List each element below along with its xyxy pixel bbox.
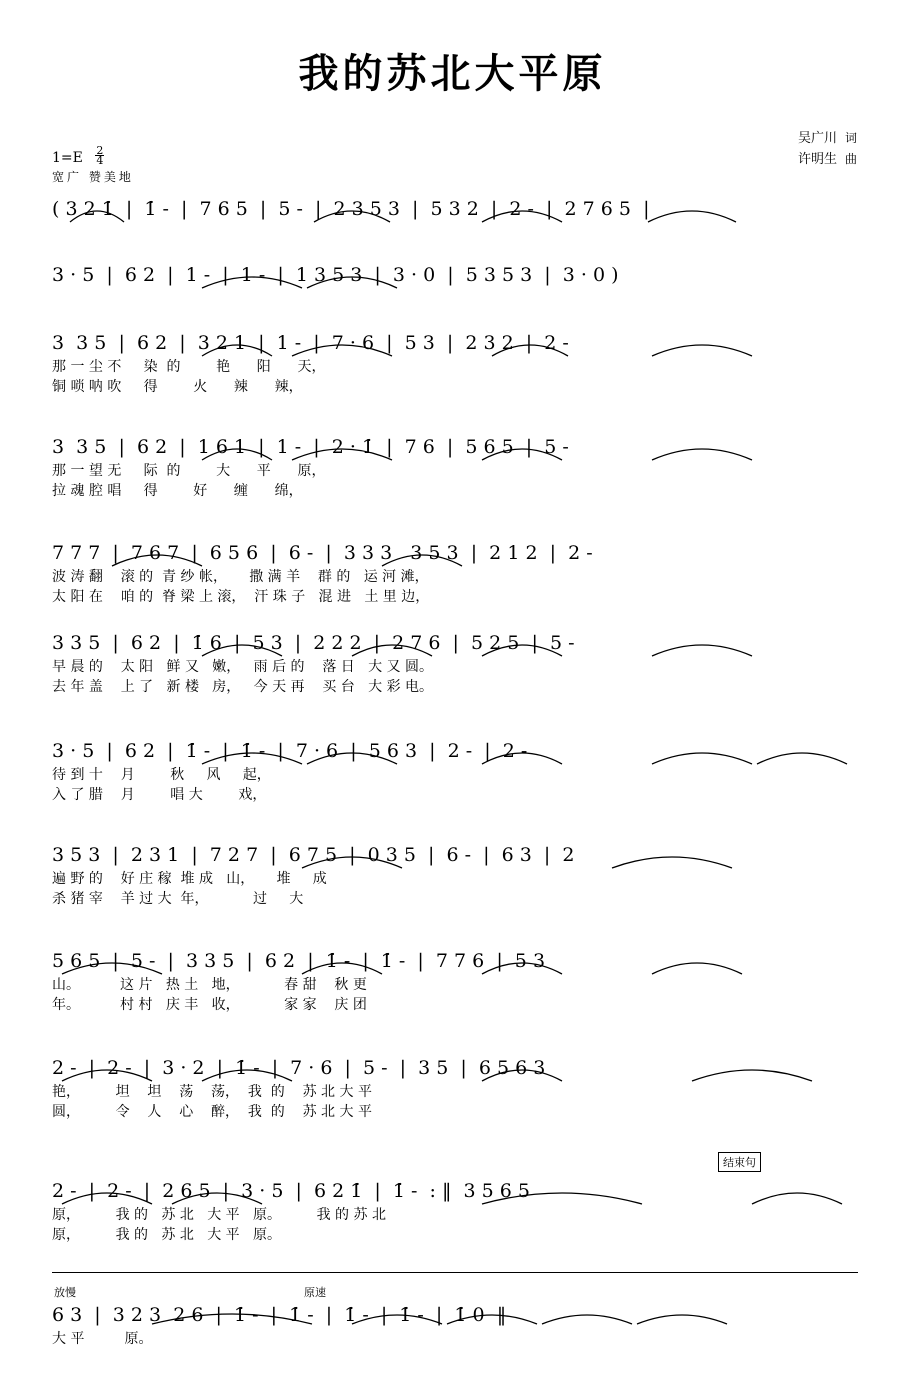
lyricist-name: 吴广川 <box>797 131 837 146</box>
music-system-7 <box>52 738 858 806</box>
lyric-row-verse1: 山。 这 片 热 土 地， 春 甜 秋 更 <box>52 977 367 993</box>
lyric-row-verse2: 杀 猪 宰 羊 过 大 年， 过 大 <box>52 891 304 907</box>
composer-role: 曲 <box>844 152 857 166</box>
key-signature <box>52 146 104 166</box>
note-row: 5 6 5 | 5 - | 3 3 5 | 6 2 | 1̇ - | 1̇ - | 7 7 6 | 5 3 <box>52 950 546 972</box>
music-system-3 <box>52 330 858 398</box>
music-system-4 <box>52 434 858 502</box>
note-row: 3 3 5 | 6 2 | 3 2 1 | 1 - | 7 · 6 | 5 3 | 2 3 2 | 2 - <box>52 332 569 354</box>
music-system-10 <box>52 1055 858 1123</box>
time-signature-numerator: 2 <box>96 144 104 157</box>
slow-down-label: 放慢 <box>54 1286 76 1299</box>
note-row: 3 5 3 | 2 3 1 | 7 2 7 | 6 7 5 | 0 3 5 | 6 - | 6 3 | 2 <box>52 844 575 866</box>
music-system-1 <box>52 196 858 222</box>
key-signature-text: 1=E <box>52 150 83 166</box>
note-row: 3 3 5 | 6 2 | 1̇ 6 | 5 3 | 2 2 2 | 2 7 6 | 5 2 5 | 5 - <box>52 632 575 654</box>
lyric-row-verse1: 早 晨 的 太 阳 鲜 又 嫩， 雨 后 的 落 日 大 又 圆。 <box>52 659 434 675</box>
note-row: 6 3 | 3 2 3 2 6 | 1̇ - | 1̇ - | 1̇ - | 1̇ - | 1̇ 0 ‖ <box>52 1304 507 1326</box>
ending-phrase-label: 结束句 <box>718 1152 761 1172</box>
note-row: 3 · 5 | 6 2 | 1̇ - | 1̇ - | 7 · 6 | 5 6 3 | 2 - | 2 - <box>52 740 528 762</box>
page-title: 我的苏北大平原 <box>298 50 607 97</box>
lyric-row-verse1: 波 涛 翻 滚 的 青 纱 帐， 撒 满 羊 群 的 运 河 滩， <box>52 569 429 585</box>
lyric-row-verse1: 遍 野 的 好 庄 稼 堆 成 山， 堆 成 <box>52 871 327 887</box>
music-system-9 <box>52 948 858 1016</box>
music-system-11 <box>52 1178 858 1246</box>
music-system-12 <box>52 1302 858 1350</box>
lyric-row-verse2: 原， 我 的 苏 北 大 平 原。 <box>52 1227 282 1243</box>
a-tempo-label: 原速 <box>304 1286 326 1299</box>
time-signature-denominator: 4 <box>96 154 104 167</box>
lyric-row-verse1: 那 一 尘 不 染 的 艳 阳 天， <box>52 359 326 375</box>
composer-name: 许明生 <box>797 152 837 167</box>
lyric-row-verse1: 那 一 望 无 际 的 大 平 原， <box>52 463 326 479</box>
lyric-row-verse1: 大 平 原。 <box>52 1331 153 1347</box>
note-row: 3 3 5 | 6 2 | 1 6 1 | 1 - | 2 · 1̇ | 7 6 | 5 6 5 | 5 - <box>52 436 569 458</box>
lyric-row-verse2: 太 阳 在 咱 的 脊 梁 上 滚， 汗 珠 子 混 进 土 里 边， <box>52 589 430 605</box>
tempo-marking: 宽广 赞美地 <box>52 170 134 184</box>
lyric-row-verse2: 去 年 盖 上 了 新 楼 房， 今 天 再 买 台 大 彩 电。 <box>52 679 434 695</box>
note-row: 2 - | 2 - | 2 6 5 | 3 · 5 | 6 2 1̇ | 1̇ - : ‖ 3 5 6 5 <box>52 1180 530 1202</box>
music-system-8 <box>52 842 858 910</box>
lyricist-role: 词 <box>844 131 857 145</box>
note-row: 7 7 7 | 7 6 7 | 6 5 6 | 6 - | 3 3 3 3 5 3 | 2 1 2 | 2 - <box>52 542 593 564</box>
time-signature <box>95 146 104 165</box>
note-row: ( 3 2 1̇ | 1̇ - | 7 6 5 | 5 - | 2 3 5 3 | 5 3 2 | 2 - | 2 7 6 5 | <box>52 198 650 220</box>
music-system-5 <box>52 540 858 608</box>
note-row: 2 - | 2 - | 3 · 2 | 1̇ - | 7 · 6 | 5 - | 3 5 | 6 5 6 3 <box>52 1057 546 1079</box>
music-system-2 <box>52 262 858 288</box>
lyric-row-verse2: 年。 村 村 庆 丰 收， 家 家 庆 团 <box>52 997 367 1013</box>
composer-credit <box>798 149 857 170</box>
lyricist-credit <box>798 128 857 149</box>
lyric-row-verse2: 圆， 令 人 心 醉， 我 的 苏 北 大 平 <box>52 1104 372 1120</box>
lyric-row-verse1: 待 到 十 月 秋 风 起， <box>52 767 271 783</box>
lyric-row-verse2: 拉 魂 腔 唱 得 好 缠 绵， <box>52 483 303 499</box>
system-divider-rule <box>52 1272 858 1273</box>
lyric-row-verse1: 原， 我 的 苏 北 大 平 原。 我 的 苏 北 <box>52 1207 386 1223</box>
credits <box>798 128 857 170</box>
lyric-row-verse1: 艳， 坦 坦 荡 荡， 我 的 苏 北 大 平 <box>52 1084 372 1100</box>
lyric-row-verse2: 入 了 腊 月 唱 大 戏， <box>52 787 267 803</box>
lyric-row-verse2: 铜 唢 呐 吹 得 火 辣 辣， <box>52 379 303 395</box>
music-system-6 <box>52 630 858 698</box>
note-row: 3 · 5 | 6 2 | 1 - | 1 - | 1 3 5 3 | 3 · 0 | 5 3 5 3 | 3 · 0 ) <box>52 264 619 286</box>
